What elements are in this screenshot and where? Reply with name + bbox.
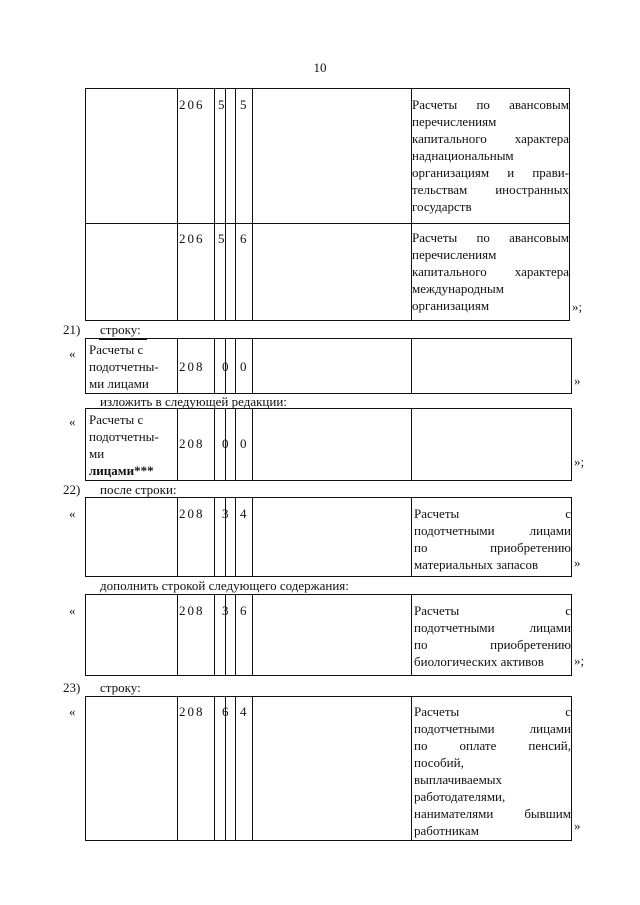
opening-quote: « [69,603,76,618]
edit-heading: изложить в следующей редакции: [100,394,287,409]
closing-quote: »; [574,454,585,469]
item-number: 22) [63,482,81,497]
add-heading: дополнить строкой следующего содержания: [100,578,349,593]
closing-quote: » [574,555,581,570]
row-description: Расчеты по авансовым перечислениям капитального характера международным организациям [412,230,569,313]
code-cell: 0 [240,436,249,451]
code-cell: 208 [179,704,205,719]
code-cell: 6 [222,704,231,719]
row-description: Расчеты с подотчетными лицами по приобретению биологических активов [414,603,571,669]
closing-quote: » [574,373,581,388]
code-cell: 0 [222,359,231,374]
code-cell: 5 [240,97,249,112]
row-description: Расчеты с подотчетными лицами по приобретению материальных запасов [414,506,571,572]
code-cell: 208 [179,359,205,374]
code-cell: 206 [179,231,205,246]
code-cell: 208 [179,506,205,521]
code-cell: 0 [222,436,231,451]
code-cell: 3 [222,506,231,521]
code-cell: 4 [240,506,249,521]
row-description: Расчеты по авансовым перечислениям капитального характера наднациональным организациям и прави- тельствам иностранных государств [412,97,569,214]
opening-quote: « [69,346,76,361]
code-cell: 208 [179,603,205,618]
row-name: Расчеты с подотчетны- ми лицами [89,342,159,391]
item-number: 21) [63,322,81,337]
item-heading: после строки: [100,482,177,497]
closing-quote: » [574,818,581,833]
code-cell: 0 [240,359,249,374]
item-heading: строку: [100,322,141,337]
code-cell: 5 [218,231,227,246]
opening-quote: « [69,506,76,521]
code-cell: 3 [222,603,231,618]
code-cell: 6 [240,231,249,246]
code-cell: 4 [240,704,249,719]
closing-quote: »; [572,299,583,314]
row-name: Расчеты с подотчетны- ми лицами*** [89,412,159,478]
code-cell: 208 [179,436,205,451]
code-cell: 206 [179,97,205,112]
opening-quote: « [69,704,76,719]
item-number: 23) [63,680,81,695]
page-number: 10 [313,60,327,75]
code-cell: 5 [218,97,227,112]
opening-quote: « [69,414,76,429]
closing-quote: »; [574,653,585,668]
item-heading: строку: [100,680,141,695]
code-cell: 6 [240,603,249,618]
row-description: Расчеты с подотчетными лицами по оплате пенсий, пособий, выплачиваемых работодателями, нанимателями бывшим работникам [414,704,571,838]
